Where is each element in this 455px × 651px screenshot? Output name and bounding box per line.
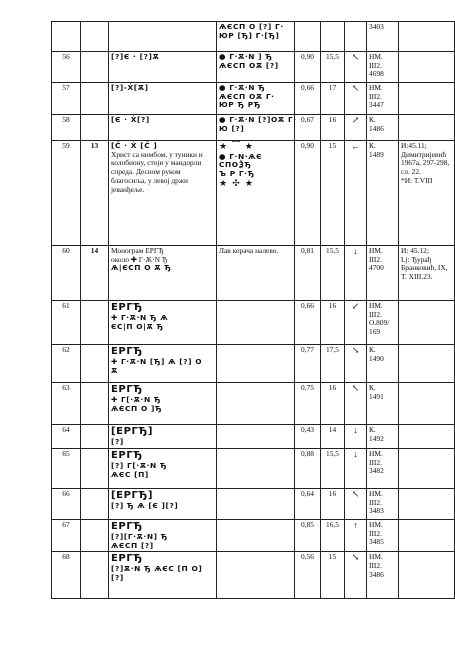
weight-cell: 0,88 <box>295 449 321 489</box>
die-axis-cell: ← <box>345 141 367 246</box>
inscription-line: 1490 <box>369 353 384 363</box>
inscription-line: ● Г·Ѫ·Ν ] Ђ <box>219 52 273 61</box>
type-number-cell <box>81 383 109 425</box>
inscription-line: III2. <box>369 254 382 264</box>
die-axis-cell: ↙ <box>345 301 367 345</box>
reverse-cell <box>217 383 295 425</box>
inscription-line: III2. <box>369 528 382 538</box>
diameter-cell: 15 <box>321 552 345 599</box>
collection-cell <box>367 520 399 552</box>
weight-cell: 0,66 <box>295 301 321 345</box>
collection-cell <box>367 345 399 383</box>
inscription-line: НМ. <box>369 449 383 458</box>
inscription-line: [?] <box>111 572 124 582</box>
table-row <box>52 301 455 345</box>
inscription-line: К. <box>369 383 376 392</box>
inscription-line: 1489 <box>369 149 384 159</box>
obverse-cell <box>109 52 217 83</box>
table-row <box>52 489 455 520</box>
inscription-line: ЕРГЂ <box>111 346 143 357</box>
type-number-cell <box>81 552 109 599</box>
obverse-cell <box>109 520 217 552</box>
literature-cell <box>399 301 455 345</box>
inscription-line: НМ. <box>369 301 383 310</box>
inscription-line: НМ. <box>369 83 383 92</box>
inscription-line: ✚ Г[·Ѫ·Ν Ђ <box>111 394 162 404</box>
collection-cell <box>367 552 399 599</box>
inscription-line: 4698 <box>369 69 384 79</box>
inscription-line: ѦЄСП ОѪ Г· <box>219 91 275 101</box>
diameter-cell: 15,5 <box>321 246 345 301</box>
table-row <box>52 520 455 552</box>
obverse-cell <box>109 489 217 520</box>
collection-cell <box>367 489 399 520</box>
weight-cell: 0,81 <box>295 246 321 301</box>
inscription-line: [Ĉ̃ · Ẋ [Ĉ̃ ] <box>111 141 158 150</box>
reverse-cell <box>217 425 295 449</box>
reverse-cell <box>217 246 295 301</box>
literature-cell <box>399 52 455 83</box>
die-axis-cell: ↖ <box>345 489 367 520</box>
obverse-cell <box>109 141 217 246</box>
catalog-body <box>52 22 455 599</box>
collection-cell <box>367 449 399 489</box>
weight-cell: 0,85 <box>295 520 321 552</box>
table-row <box>52 83 455 115</box>
inscription-line: [ЕРГЂ] <box>111 490 154 501</box>
type-number-cell <box>81 115 109 141</box>
obverse-cell <box>109 383 217 425</box>
diameter-cell: 15 <box>321 141 345 246</box>
reverse-cell <box>217 22 295 52</box>
literature-cell <box>399 345 455 383</box>
type-number-cell <box>81 520 109 552</box>
die-axis-cell: ↓ <box>345 449 367 489</box>
diameter-cell: 16 <box>321 383 345 425</box>
entry-number-cell: 67 <box>52 520 81 552</box>
obverse-cell <box>109 246 217 301</box>
inscription-line: ● Г·Ν·ѦЄ <box>219 151 263 161</box>
weight-cell: 0,90 <box>295 141 321 246</box>
literature-cell <box>399 246 455 301</box>
inscription-line: Ѫ <box>111 365 118 375</box>
literature-cell <box>399 520 455 552</box>
collection-cell <box>367 141 399 246</box>
reverse-cell <box>217 552 295 599</box>
inscription-line: 3447 <box>369 100 384 110</box>
diameter-cell: 14 <box>321 425 345 449</box>
weight-cell: 0,43 <box>295 425 321 449</box>
collection-cell <box>367 301 399 345</box>
weight-cell: 0,90 <box>295 52 321 83</box>
entry-number-cell: 58 <box>52 115 81 141</box>
reverse-cell <box>217 52 295 83</box>
inscription-line: СПОѮЂ <box>219 160 252 170</box>
inscription-line: К. <box>369 141 376 150</box>
type-number-cell <box>81 489 109 520</box>
inscription-line: O.809/ <box>369 318 390 328</box>
table-row <box>52 115 455 141</box>
entry-number-cell: 64 <box>52 425 81 449</box>
entry-number-cell: 66 <box>52 489 81 520</box>
reverse-cell <box>217 449 295 489</box>
diameter-cell: 17 <box>321 83 345 115</box>
collection-cell <box>367 52 399 83</box>
die-axis-cell: ↘ <box>345 345 367 383</box>
diameter-cell <box>321 22 345 52</box>
die-axis-cell: ↖ <box>345 52 367 83</box>
inscription-line: ѦЄСП [?] <box>111 540 154 550</box>
literature-cell <box>399 83 455 115</box>
inscription-line: ✚ Г·Ѫ·Ν [Ђ] Ѧ [?] О <box>111 356 203 366</box>
type-number-cell <box>81 52 109 83</box>
diameter-cell: 15,5 <box>321 449 345 489</box>
obverse-cell <box>109 83 217 115</box>
table-row <box>52 141 455 246</box>
inscription-line: Монограм ЕРГЂ <box>111 246 164 255</box>
diameter-cell: 16,5 <box>321 520 345 552</box>
weight-cell: 0,56 <box>295 552 321 599</box>
inscription-line: ЄС|П О|Ѫ Ђ <box>111 321 164 331</box>
diameter-cell: 15,5 <box>321 52 345 83</box>
die-axis-cell: ↘ <box>345 552 367 599</box>
inscription-line: И:45.11; <box>401 141 427 150</box>
inscription-line: III2. <box>369 91 382 101</box>
inscription-line: Ъ Р Г·Ђ <box>219 169 255 179</box>
table-row <box>52 345 455 383</box>
diameter-cell: 17,5 <box>321 345 345 383</box>
die-axis-cell: ↗ <box>345 115 367 141</box>
inscription-line: ★ ⁀ ★ <box>219 142 254 152</box>
inscription-line: И: 45.12; <box>401 246 429 255</box>
entry-number-cell: 65 <box>52 449 81 489</box>
obverse-cell <box>109 449 217 489</box>
inscription-line: НМ. <box>369 489 383 498</box>
table-row <box>52 552 455 599</box>
table-row <box>52 52 455 83</box>
inscription-line: 1486 <box>369 123 384 133</box>
inscription-line: ЮР [Ђ] Г·[Ђ] <box>219 30 280 40</box>
inscription-line: [?] Г[·Ѫ·Ν Ђ <box>111 460 168 470</box>
inscription-line: Ѧ|ЄСП О Ѫ Ђ <box>111 263 172 273</box>
inscription-line: К. <box>369 115 376 124</box>
inscription-line: ЮР Ђ РЂ <box>219 100 261 110</box>
inscription-line: III2. <box>369 60 382 70</box>
inscription-line: ЕРГЂ <box>111 450 143 461</box>
entry-number-cell: 57 <box>52 83 81 115</box>
inscription-line: ● Г·Ѫ·Ν [?]ОѪ Г· <box>219 115 297 124</box>
inscription-line: Лав корача налево. <box>219 246 279 255</box>
reverse-cell <box>217 301 295 345</box>
inscription-line: 3403 <box>369 22 384 31</box>
inscription-line: ѦЄСП О ]Ђ <box>111 403 163 413</box>
die-axis-cell: ↖ <box>345 83 367 115</box>
table-row <box>52 449 455 489</box>
inscription-line: Ю [?] <box>219 123 245 133</box>
inscription-line: Димитријевић 1967a, 297-298, сл. 22. <box>401 149 450 177</box>
type-number-cell: 13 <box>81 141 109 246</box>
inscription-line: Lj: Ђурађ Бранковић, IX, T. XIII.23. <box>401 254 448 282</box>
inscription-line: ЕРГЂ <box>111 384 143 395</box>
reverse-cell <box>217 115 295 141</box>
inscription-line: [?]-Ẋ[Ѫ] <box>111 83 149 92</box>
collection-cell <box>367 246 399 301</box>
type-number-cell <box>81 449 109 489</box>
entry-number-cell: 63 <box>52 383 81 425</box>
entry-number-cell: 68 <box>52 552 81 599</box>
inscription-line: *И: T.VIII <box>401 175 433 185</box>
inscription-line: III2. <box>369 457 382 467</box>
obverse-cell <box>109 345 217 383</box>
inscription-line: ЕРГЂ <box>111 302 143 313</box>
inscription-line: НМ. <box>369 52 383 61</box>
inscription-line: 4700 <box>369 263 384 273</box>
inscription-line: III2. <box>369 561 382 570</box>
entry-number-cell <box>52 22 81 52</box>
die-axis-cell: ↓ <box>345 425 367 449</box>
type-number-cell: 14 <box>81 246 109 301</box>
type-number-cell <box>81 22 109 52</box>
coin-catalog-table <box>51 21 455 599</box>
literature-cell <box>399 141 455 246</box>
inscription-line: ѦЄСП О [?] Г· <box>219 22 284 31</box>
weight-cell: 0,75 <box>295 383 321 425</box>
obverse-cell <box>109 301 217 345</box>
weight-cell <box>295 22 321 52</box>
inscription-line: III2. <box>369 309 382 319</box>
reverse-cell <box>217 345 295 383</box>
inscription-line: ● Г·Ѫ·Ν Ђ <box>219 83 266 92</box>
table-row <box>52 22 455 52</box>
inscription-line: III2. <box>369 497 382 507</box>
literature-cell <box>399 552 455 599</box>
inscription-line: НМ. <box>369 246 383 255</box>
entry-number-cell: 62 <box>52 345 81 383</box>
entry-number-cell: 60 <box>52 246 81 301</box>
collection-cell <box>367 383 399 425</box>
type-number-cell <box>81 345 109 383</box>
die-axis-cell: ↓ <box>345 246 367 301</box>
inscription-line: 1491 <box>369 391 384 401</box>
reverse-cell <box>217 489 295 520</box>
type-number-cell <box>81 83 109 115</box>
diameter-cell: 16 <box>321 301 345 345</box>
obverse-cell <box>109 115 217 141</box>
inscription-line: 1492 <box>369 433 384 443</box>
table-row <box>52 383 455 425</box>
literature-cell <box>399 449 455 489</box>
inscription-line: ѦЄС [П] <box>111 469 149 479</box>
inscription-line: [?][Г·Ѫ·Ν] Ђ <box>111 531 168 541</box>
diameter-cell: 16 <box>321 115 345 141</box>
entry-number-cell: 56 <box>52 52 81 83</box>
inscription-line: Христ са нимбом, у туники и колобиону, стоји у мандорли спреда. Десном руком благосиља, у левој држи јеванђеље. <box>111 149 203 194</box>
inscription-line: [?] Ђ Ѧ [Є ][?] <box>111 500 179 510</box>
entry-number-cell: 61 <box>52 301 81 345</box>
weight-cell: 0,77 <box>295 345 321 383</box>
inscription-line: [Є · Ẋ[?] <box>111 115 150 124</box>
literature-cell <box>399 22 455 52</box>
inscription-line: около ✚ Г·Ѫ·Ν Ђ <box>111 254 168 264</box>
type-number-cell <box>81 301 109 345</box>
table-row <box>52 425 455 449</box>
reverse-cell <box>217 520 295 552</box>
collection-cell <box>367 115 399 141</box>
inscription-line: [?]Є · [?]Ѫ <box>111 52 160 61</box>
inscription-line: ѦЄСП ОѪ [?] <box>219 60 279 70</box>
entry-number-cell: 59 <box>52 141 81 246</box>
die-axis-cell: ↑ <box>345 520 367 552</box>
weight-cell: 0,64 <box>295 489 321 520</box>
inscription-line: ЕРГЂ <box>111 521 143 532</box>
weight-cell: 0,66 <box>295 83 321 115</box>
inscription-line: 3485 <box>369 537 384 547</box>
literature-cell <box>399 383 455 425</box>
inscription-line: 3483 <box>369 506 384 516</box>
inscription-line: ★ ✣ ★ <box>219 178 254 189</box>
collection-cell <box>367 425 399 449</box>
inscription-line: 3486 <box>369 569 384 579</box>
inscription-line: ✚ Г·Ѫ·Ν Ђ Ѧ <box>111 312 169 322</box>
inscription-line: К. <box>369 425 376 434</box>
literature-cell <box>399 489 455 520</box>
diameter-cell: 16 <box>321 489 345 520</box>
table-row <box>52 246 455 301</box>
inscription-line: НМ. <box>369 520 383 529</box>
collection-cell <box>367 83 399 115</box>
inscription-line: 3482 <box>369 466 384 476</box>
collection-cell <box>367 22 399 52</box>
inscription-line: НМ. <box>369 552 383 562</box>
inscription-line: [?] <box>111 436 124 446</box>
literature-cell <box>399 425 455 449</box>
type-number-cell <box>81 425 109 449</box>
reverse-cell <box>217 141 295 246</box>
obverse-cell <box>109 22 217 52</box>
inscription-line: [?]Ѫ·Ν Ђ ѦЄС [П О] <box>111 564 203 574</box>
inscription-line: ЕРГЂ <box>111 553 143 565</box>
obverse-cell <box>109 552 217 599</box>
literature-cell <box>399 115 455 141</box>
die-axis-cell <box>345 22 367 52</box>
reverse-cell <box>217 83 295 115</box>
inscription-line: К. <box>369 345 376 354</box>
obverse-cell <box>109 425 217 449</box>
inscription-line: 169 <box>369 327 381 337</box>
inscription-line: [ЕРГЂ] <box>111 426 154 437</box>
die-axis-cell: ↖ <box>345 383 367 425</box>
weight-cell: 0,67 <box>295 115 321 141</box>
